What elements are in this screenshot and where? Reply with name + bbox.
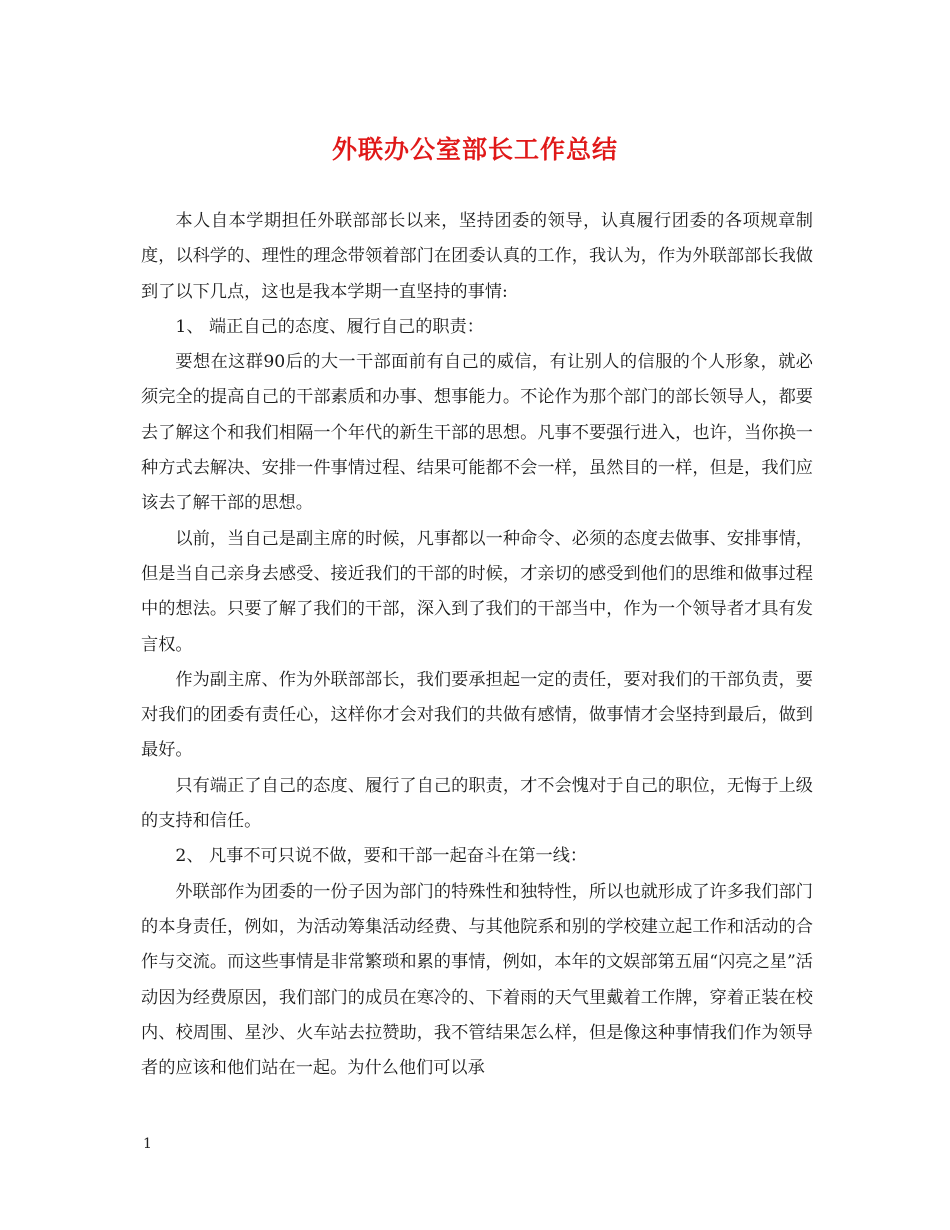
paragraph: 要想在这群90后的大一干部面前有自己的威信，有让别人的信服的个人形象，就必须完全的提高自己的干部素质和办事、想事能力。不论作为那个部门的部长领导人，都要去了解这个和我们相隔一个年代的新生干部的思想。凡事不要强行进入，也许，当你换一种方式去解决、安排一件事情过程、结果可能都不会一样，虽然目的一样，但是，我们应该去了解干部的思想。 [141, 352, 813, 514]
paragraph: 外联部作为团委的一份子因为部门的特殊性和独特性，所以也就形成了许多我们部门的本身责任，例如，为活动筹集活动经费、与其他院系和别的学校建立起工作和活动的合作与交流。而这些事情是非常繁琐和累的事情，例如，本年的文娱部第五届“闪亮之星”活动因为经费原因，我们部门的成员在寒冷的、下着雨的天气里戴着工作牌，穿着正装在校内、校周围、星沙、火车站去拉赞助，我不管结果怎么样，但是像这种事情我们作为领导者的应该和他们站在一起。为什么他们可以承 [141, 881, 813, 1079]
page-number: 1 [143, 1136, 152, 1152]
document-title: 外联办公室部长工作总结 [331, 135, 618, 164]
paragraph: 作为副主席、作为外联部部长，我们要承担起一定的责任，要对我们的干部负责，要对我们的团委有责任心，这样你才会对我们的共做有感情，做事情才会坚持到最后，做到最好。 [141, 669, 813, 761]
section-heading-2: 2、 凡事不可只说不做，要和干部一起奋斗在第一线： [175, 846, 588, 867]
paragraph: 只有端正了自己的态度、履行了自己的职责，才不会愧对于自己的职位，无悔于上级的支持和信任。 [141, 775, 813, 832]
paragraph-intro: 本人自本学期担任外联部部长以来，坚持团委的领导，认真履行团委的各项规章制度，以科学的、理性的理念带领着部门在团委认真的工作，我认为，作为外联部部长我做到了以下几点，这也是我本学期一直坚持的事情: [141, 211, 813, 302]
paragraph: 以前，当自己是副主席的时候，凡事都以一种命令、必须的态度去做事、安排事情，但是当自己亲身去感受、接近我们的干部的时候，才亲切的感受到他们的思维和做事过程中的想法。只要了解了我们的干部，深入到了我们的干部当中，作为一个领导者才具有发言权。 [141, 528, 813, 655]
section-heading-1: 1、 端正自己的态度、履行自己的职责： [175, 316, 484, 337]
document-body [141, 204, 813, 1086]
